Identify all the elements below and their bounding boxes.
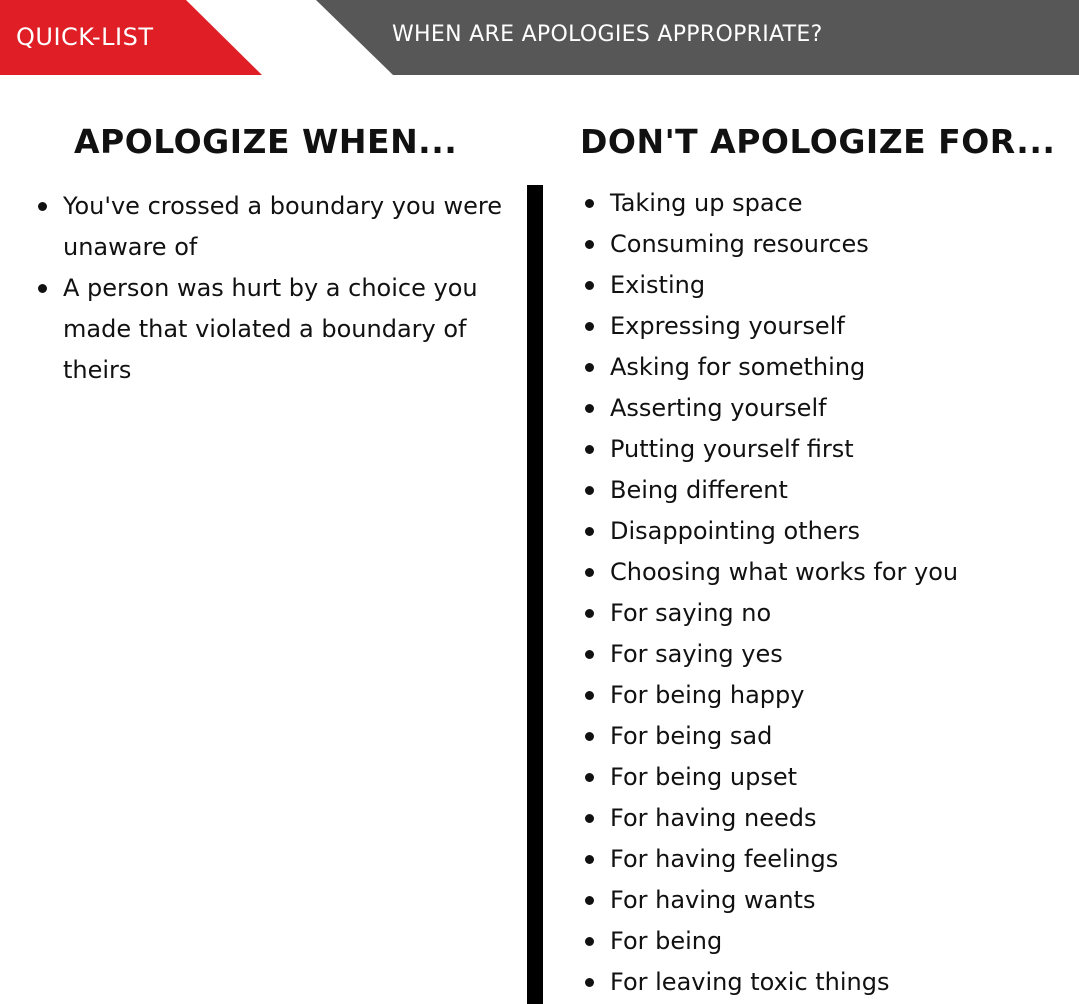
list-item: Being different — [580, 470, 1075, 511]
header-title: WHEN ARE APOLOGIES APPROPRIATE? — [392, 22, 823, 47]
list-item: Taking up space — [580, 183, 1075, 224]
apologize-when-heading: APOLOGIZE WHEN... — [74, 122, 458, 161]
list-item: For being upset — [580, 757, 1075, 798]
list-item: For being sad — [580, 716, 1075, 757]
list-item: For being — [580, 921, 1075, 962]
list-item: For leaving toxic things — [580, 962, 1075, 1003]
list-item: Asserting yourself — [580, 388, 1075, 429]
list-item: For saying no — [580, 593, 1075, 634]
list-item: Choosing what works for you — [580, 552, 1075, 593]
column-divider — [527, 185, 543, 1004]
apologize-when-list — [33, 186, 503, 391]
list-item: A person was hurt by a choice you made that violated a boundary of theirs — [33, 268, 503, 391]
list-item: Asking for something — [580, 347, 1075, 388]
dont-apologize-list — [580, 183, 1075, 1003]
list-item: For having needs — [580, 798, 1075, 839]
list-item: Putting yourself first — [580, 429, 1075, 470]
list-item: Disappointing others — [580, 511, 1075, 552]
list-item: You've crossed a boundary you were unaware of — [33, 186, 503, 268]
list-item: Existing — [580, 265, 1075, 306]
list-item: Expressing yourself — [580, 306, 1075, 347]
list-item: Consuming resources — [580, 224, 1075, 265]
list-item: For saying yes — [580, 634, 1075, 675]
list-item: For being happy — [580, 675, 1075, 716]
header-banner — [0, 0, 1079, 75]
dont-apologize-heading: DON'T APOLOGIZE FOR... — [580, 122, 1056, 161]
list-item: For having feelings — [580, 839, 1075, 880]
list-item: For having wants — [580, 880, 1075, 921]
badge-label: QUICK-LIST — [16, 23, 154, 51]
